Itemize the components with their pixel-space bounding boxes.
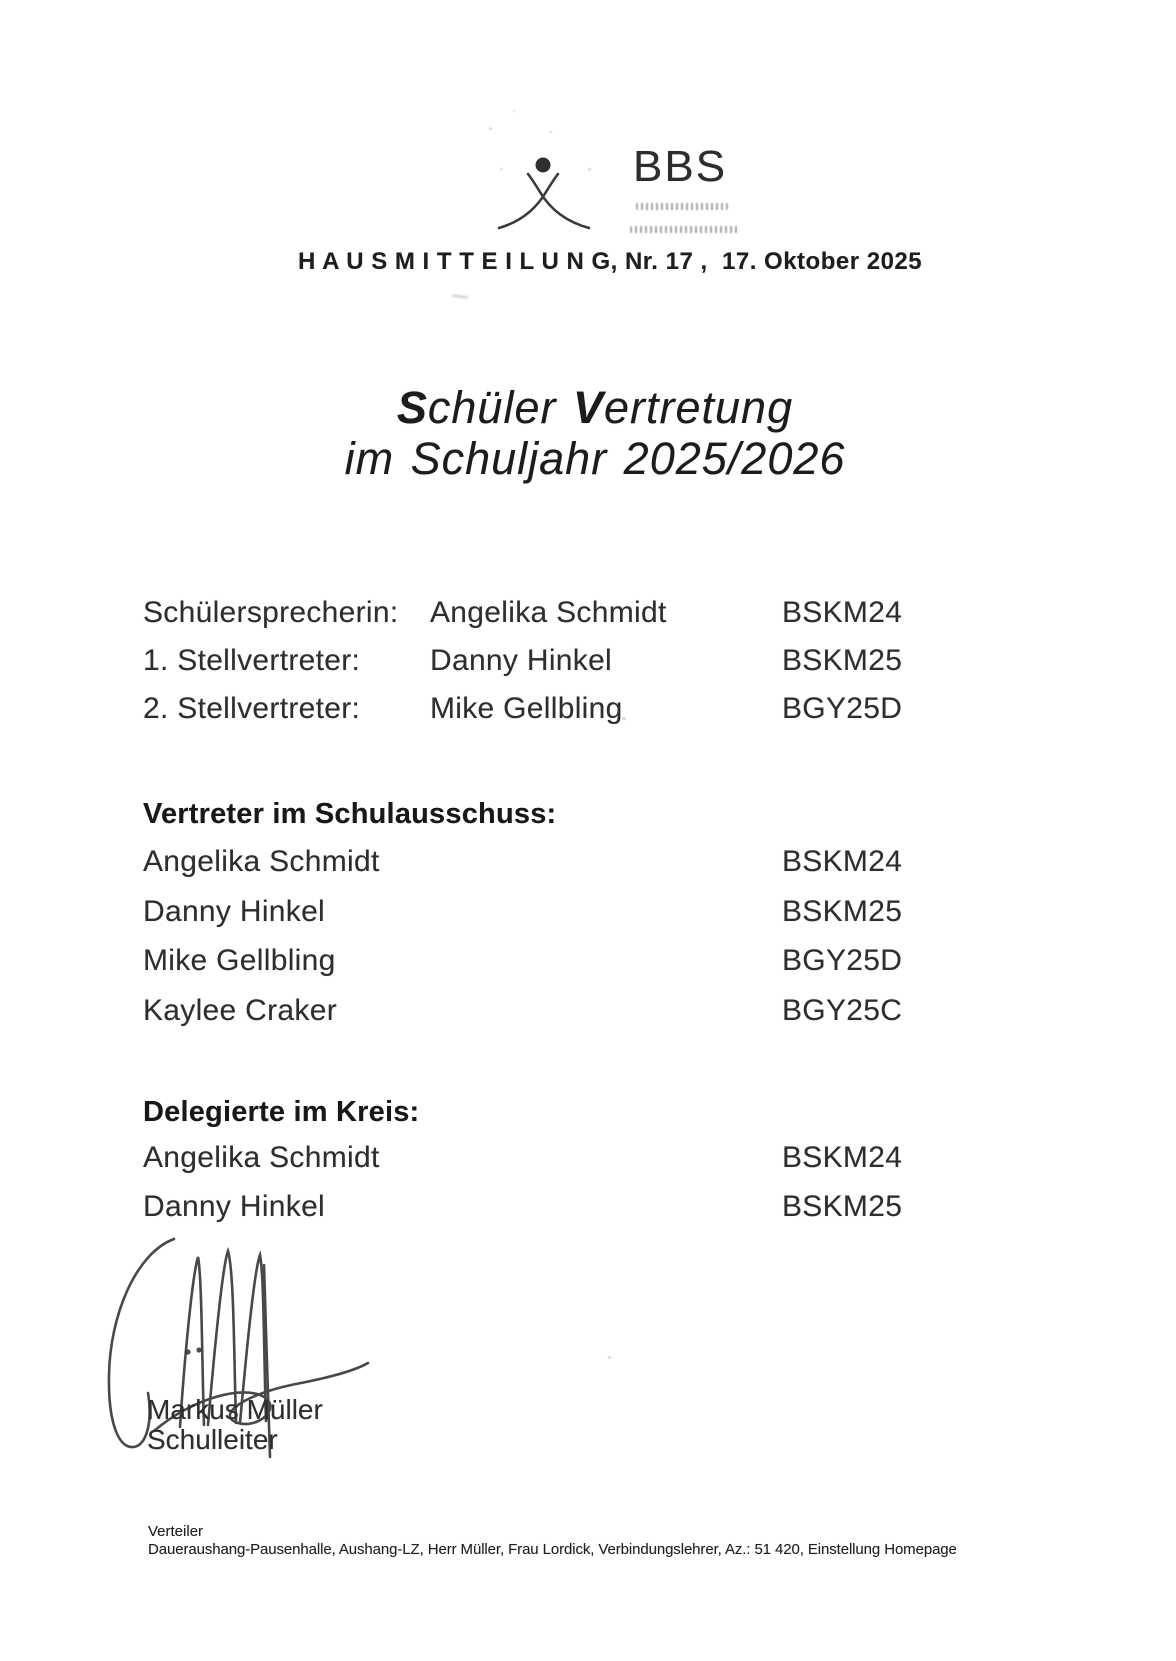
footer-distribution-label: Verteiler: [148, 1523, 204, 1540]
title-initial-v: V: [572, 382, 604, 433]
class-code: BSKM24: [782, 1141, 903, 1174]
officer-role: 1. Stellvertreter:: [143, 644, 361, 677]
class-code: BGY25C: [782, 994, 903, 1027]
class-code: BSKM25: [782, 644, 903, 677]
officer-row: [0, 692, 1176, 728]
delegate-row: [0, 1141, 1176, 1177]
document-title: [0, 382, 1176, 484]
scan-smudge: [452, 294, 468, 299]
class-code: BSKM25: [782, 895, 903, 928]
title-line-1: [14, 382, 1176, 433]
officer-name: Mike Gellbling: [430, 692, 623, 725]
title-line-2: im Schuljahr 2025/2026: [344, 433, 846, 484]
officer-role: 2. Stellvertreter:: [143, 692, 361, 725]
signer-name: Markus Müller: [147, 1394, 323, 1425]
class-code: BSKM24: [782, 845, 903, 878]
officer-row: [0, 596, 1176, 632]
section-heading-schulausschuss: Vertreter im Schulausschuss:: [143, 798, 557, 830]
delegate-name: Danny Hinkel: [143, 1190, 326, 1223]
class-code: BSKM25: [782, 1190, 903, 1223]
delegate-row: [0, 845, 1176, 881]
delegate-name: Angelika Schmidt: [143, 1141, 380, 1174]
logo-subtext-line: [636, 203, 728, 210]
scan-speck: [513, 110, 515, 112]
footer-distribution-line: Daueraushang-Pausenhalle, Aushang-LZ, Herr Müller, Frau Lordick, Verbindungslehrer, Az.: 51 420, Einstellung Homepage: [148, 1541, 957, 1558]
title-word2: ertretung: [603, 382, 794, 433]
scan-speck: [608, 1356, 611, 1359]
memo-headline: H A U S M I T T E I L U N G, Nr. 17 , 17. Oktober 2025: [298, 248, 923, 275]
delegate-row: [0, 994, 1176, 1030]
officer-role: Schülersprecherin:: [143, 596, 399, 629]
delegate-row: [0, 895, 1176, 931]
officer-name: Danny Hinkel: [430, 644, 613, 677]
class-code: BSKM24: [782, 596, 903, 629]
section-heading-kreis: Delegierte im Kreis:: [143, 1096, 420, 1128]
title-initial-s: S: [396, 382, 428, 433]
delegate-name: Kaylee Craker: [143, 994, 337, 1027]
delegate-name: Danny Hinkel: [143, 895, 326, 928]
title-word1: chüler: [427, 382, 573, 433]
logo-brand-text: BBS: [633, 142, 728, 191]
class-code: BGY25D: [782, 944, 903, 977]
scan-speck: [489, 127, 492, 130]
class-code: BGY25D: [782, 692, 903, 725]
officer-name: Angelika Schmidt: [430, 596, 667, 629]
delegate-name: Angelika Schmidt: [143, 845, 380, 878]
school-logo-figure-icon: [494, 152, 594, 234]
signer-title: Schulleiter: [147, 1424, 278, 1455]
scan-speck: [549, 131, 552, 133]
officer-row: [0, 644, 1176, 680]
delegate-row: [0, 944, 1176, 980]
delegate-row: [0, 1190, 1176, 1226]
delegate-name: Mike Gellbling: [143, 944, 336, 977]
logo-subtext-line: [630, 226, 738, 233]
